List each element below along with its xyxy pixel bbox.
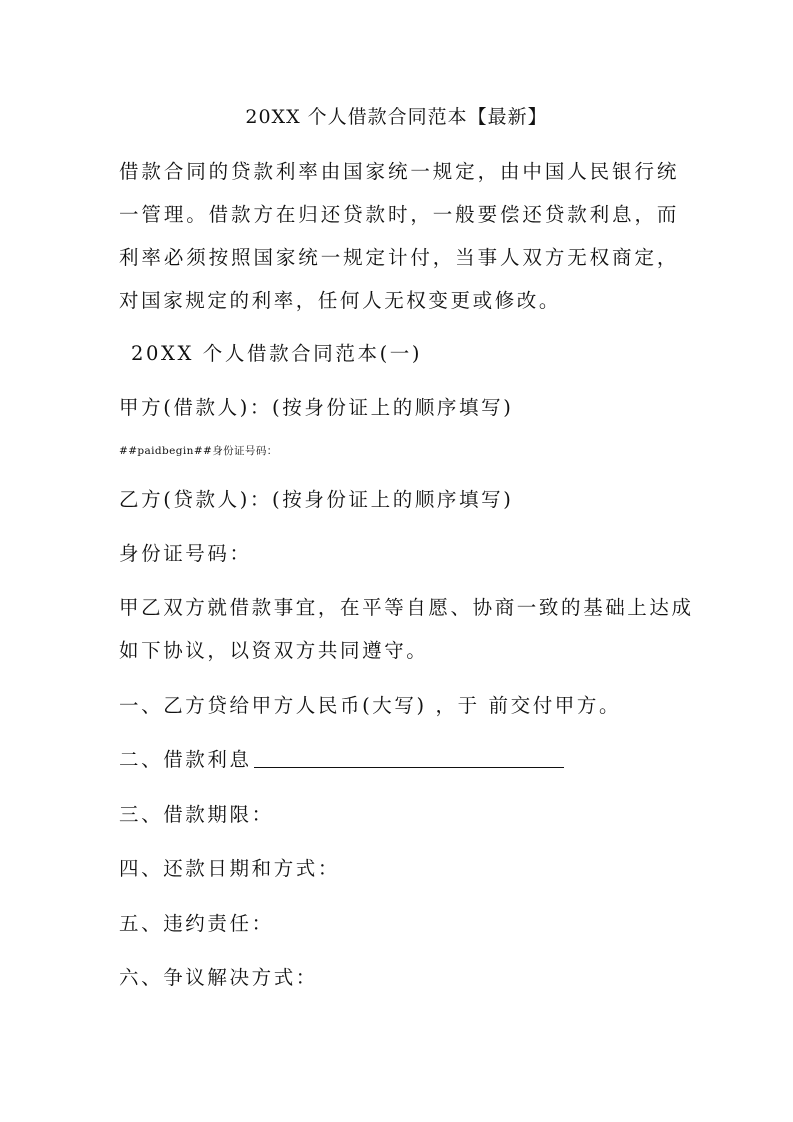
clause-3: 三、借款期限： (119, 803, 274, 826)
clause-2-blank-line (254, 766, 564, 768)
document-title: 20XX 个人借款合同范本【最新】 (245, 106, 548, 128)
section-heading: 20XX 个人借款合同范本(一) (131, 342, 423, 365)
clause-6: 六、争议解决方式： (119, 966, 318, 989)
clause-2-label: 二、借款利息 (119, 748, 252, 771)
clause-5: 五、违约责任： (119, 912, 274, 935)
clause-4: 四、还款日期和方式： (119, 857, 341, 880)
agreement-line-1: 甲乙双方就借款事宜，在平等自愿、协商一致的基础上达成 (119, 596, 694, 619)
party-a-id-line: ##paidbegin##身份证号码： (119, 445, 278, 457)
intro-paragraph: 借款合同的贷款利率由国家统一规定，由中国人民银行统一管理。借款方在归还贷款时，一般要偿还贷款利息，而利率必须按照国家统一规定计付，当事人双方无权商定，对国家规定的利率，任何人无权变更或修改。 (119, 160, 679, 312)
party-a-line: 甲方(借款人)：(按身份证上的顺序填写) (119, 396, 514, 419)
party-b-id-line: 身份证号码： (119, 542, 252, 565)
clause-1: 一、乙方贷给甲方人民币(大写) ，于 前交付甲方。 (119, 694, 622, 717)
party-b-line: 乙方(贷款人)：(按身份证上的顺序填写) (119, 488, 514, 511)
clause-2-row (119, 746, 564, 774)
agreement-line-2: 如下协议，以资双方共同遵守。 (119, 639, 429, 662)
